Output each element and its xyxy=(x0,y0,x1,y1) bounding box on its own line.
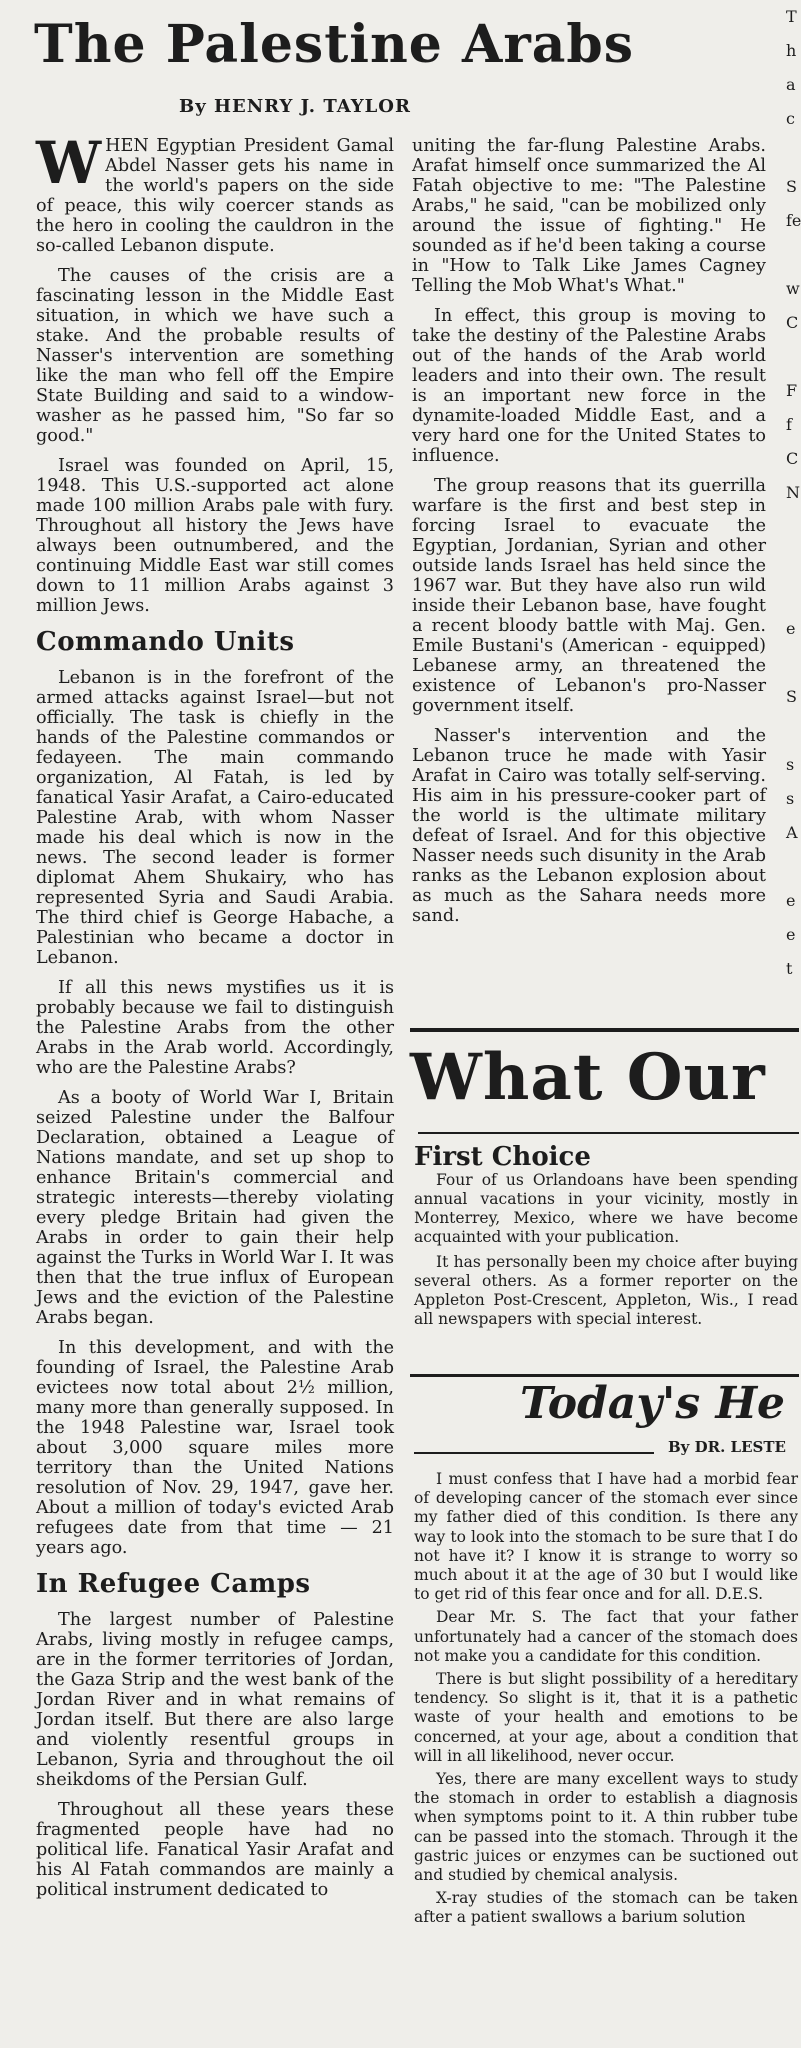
paragraph: Four of us Orlandoans have been spending annual vacations in your vicinity, mostly in Monterrey, Mexico, where we have become acquainted with your publication. xyxy=(414,1171,798,1246)
edge-fragment: e xyxy=(786,619,796,638)
paragraph: The causes of the crisis are a fascinating lesson in the Middle East situation, in which we have such a stake. And the probable results of Nasser's intervention are something like the man who fell off the Empire State Building and said to a window-washer as he passed him, "So far so good." xyxy=(36,266,394,446)
paragraph xyxy=(36,129,394,256)
edge-fragment: fe xyxy=(786,211,801,230)
edge-fragment: s xyxy=(786,789,795,808)
subheading: In Refugee Camps xyxy=(36,1569,311,1599)
byline: By HENRY J. TAYLOR xyxy=(179,96,411,117)
drop-cap: W xyxy=(36,129,102,197)
letter-to-editor xyxy=(414,1142,798,1335)
edge-fragment: S xyxy=(786,687,797,706)
paragraph: As a booty of World War I, Britain seized Palestine under the Balfour Declaration, obtained a League of Nations mandate, and set up shop to enhance Britain's commercial and strategic interests—thereby violating every pledge Britain had given the Arabs in order to gain their help against the Turks in World War I. It was then that the true influx of European Jews and the eviction of the Palestine Arabs began. xyxy=(36,1088,394,1328)
edge-fragment xyxy=(786,544,799,578)
edge-fragment: t xyxy=(786,959,793,978)
edge-fragment xyxy=(786,340,799,374)
section-rule xyxy=(410,1374,799,1377)
paragraph: The largest number of Palestine Arabs, living mostly in refugee camps, are in the former territories of Jordan, the Gaza Strip and the west bank of the Jordan River and in what remains of Jordan itself. But there are also large and violently resentful groups in Lebanon, Syria and throughout the oil sheikdoms of the Persian Gulf. xyxy=(36,1610,394,1790)
edge-fragment xyxy=(786,646,799,680)
edge-fragment: h xyxy=(786,41,797,60)
edge-fragment: e xyxy=(786,891,796,910)
edge-fragment: S xyxy=(786,177,797,196)
edge-fragment: C xyxy=(786,313,799,332)
paragraph: In effect, this group is moving to take the destiny of the Palestine Arabs out of the hands of the Arab world leaders and into their own. The result is an important new force in the dynamite-loaded Middle East, and a very hard one for the United States to influence. xyxy=(412,306,766,466)
edge-fragment: c xyxy=(786,109,795,128)
health-byline: By DR. LESTE xyxy=(668,1438,786,1456)
edge-fragment xyxy=(786,578,799,612)
edge-fragment xyxy=(786,136,799,170)
edge-fragment: F xyxy=(786,381,798,400)
edge-fragment xyxy=(786,714,799,748)
section-rule xyxy=(418,1132,799,1134)
paragraph: Nasser's intervention and the Lebanon truce he made with Yasir Arafat in Cairo was totally self-serving. His aim in his pressure-cooker part of the world is the ultimate military defeat of Israel. And for this objective Nasser needs such disunity in the Arab ranks as the Lebanon explosion about as much as the Sahara needs more sand. xyxy=(412,726,766,926)
edge-fragment: f xyxy=(786,415,792,434)
letters-banner: What Our xyxy=(410,1040,766,1115)
paragraph: If all this news mystifies us it is probably because we fail to distinguish the Palestine Arabs from the other Arabs in the Arab world. Accordingly, who are the Palestine Arabs? xyxy=(36,978,394,1078)
edge-fragment: w xyxy=(786,279,800,298)
edge-fragment: T xyxy=(786,7,797,26)
paragraph: It has personally been my choice after buying several others. As a former reporter on the Appleton Post-Crescent, Appleton, Wis., I read all newspapers with special interest. xyxy=(414,1253,798,1328)
article-column-2 xyxy=(412,136,766,936)
edge-fragment: C xyxy=(786,449,799,468)
edge-fragment: N xyxy=(786,483,800,502)
paragraph: In this development, and with the founding of Israel, the Palestine Arab evictees now total about 2½ million, many more than generally supposed. In the 1948 Palestine war, Israel took about 3,000 square miles more territory than the United Nations resolution of Nov. 29, 1947, gave her. About a million of today's evicted Arab refugees date from that time — 21 years ago. xyxy=(36,1338,394,1558)
edge-fragment xyxy=(786,510,799,544)
edge-fragment xyxy=(786,238,799,272)
paragraph: uniting the far-flung Palestine Arabs. Arafat himself once summarized the Al Fatah objective to me: "The Palestine Arabs," he said, "can be mobilized only around the issue of fighting." He sounded as if he'd been taking a course in "How to Talk Like James Cagney Telling the Mob What's What." xyxy=(412,136,766,296)
edge-fragment: a xyxy=(786,75,796,94)
paragraph: The group reasons that its guerrilla warfare is the first and best step in forcing Israel to evacuate the Egyptian, Jordanian, Syrian and other outside lands Israel has held since the 1967 war. But they have also run wild inside their Lebanon base, have fought a recent bloody battle with Maj. Gen. Emile Bustani's (American - equipped) Lebanese army, an threatened the existence of Lebanon's pro-Nasser government itself. xyxy=(412,476,766,716)
paragraph: Dear Mr. S. The fact that your father unfortunately had a cancer of the stomach does not make you a candidate for this condition. xyxy=(414,1608,798,1665)
section-rule xyxy=(414,1452,654,1454)
edge-fragment: e xyxy=(786,925,796,944)
edge-fragment xyxy=(786,850,799,884)
paragraph: Throughout all these years these fragmented people have had no political life. Fanatical Yasir Arafat and his Al Fatah commandos are mainly a political instrument dedicated to xyxy=(36,1800,394,1900)
section-rule xyxy=(410,1028,799,1032)
paragraph: X-ray studies of the stomach can be taken after a patient swallows a barium solution xyxy=(414,1889,798,1927)
paragraph: Lebanon is in the forefront of the armed attacks against Israel—but not officially. The task is chiefly in the hands of the Palestine commandos or fedayeen. The main commando organization, Al Fatah, is led by fanatical Yasir Arafat, a Cairo-educated Palestine Arab, with whom Nasser made his deal which is now in the news. The second leader is former diplomat Ahem Shukairy, who has represented Syria and Saudi Arabia. The third chief is George Habache, a Palestinian who became a doctor in Lebanon. xyxy=(36,668,394,968)
paragraph: Yes, there are many excellent ways to study the stomach in order to establish a diagnosis when symptoms point to it. A thin rubber tube can be passed into the stomach. Through it the gastric juices or enzymes can be suctioned out and studied by chemical analysis. xyxy=(414,1770,798,1885)
subheading: Commando Units xyxy=(36,627,295,657)
paragraph: Israel was founded on April, 15, 1948. This U.S.-supported act alone made 100 million Arabs pale with fury. Throughout all history the Jews have always been outnumbered, and the continuing Middle East war still comes down to 11 million Arabs against 3 million Jews. xyxy=(36,456,394,616)
edge-fragment: A xyxy=(786,823,798,842)
article-column-1 xyxy=(36,129,394,1910)
headline: The Palestine Arabs xyxy=(34,14,635,75)
paragraph: I must confess that I have had a morbid fear of developing cancer of the stomach ever since my father died of this condition. Is there any way to look into the stomach to be sure that I do not have it? I know it is strange to worry so much about it at the age of 30 but I would like to get rid of this fear once and for all. D.E.S. xyxy=(414,1470,798,1604)
letter-title: First Choice xyxy=(414,1142,591,1172)
paragraph: There is but slight possibility of a hereditary tendency. So slight is it, that it is a pathetic waste of your health and emotions to be concerned, at your age, about a condition that will in all likelihood, never occur. xyxy=(414,1670,798,1765)
paragraph-text: HEN Egyptian President Gamal Abdel Nasser gets his name in the world's papers on the side of peace, this wily coercer stands as the hero in cooling the cauldron in the so-called Lebanon dispute. xyxy=(36,136,394,256)
health-column xyxy=(414,1470,798,1932)
adjacent-column-fragment xyxy=(786,0,799,1040)
health-banner: Today's He xyxy=(520,1378,786,1429)
edge-fragment: s xyxy=(786,755,795,774)
